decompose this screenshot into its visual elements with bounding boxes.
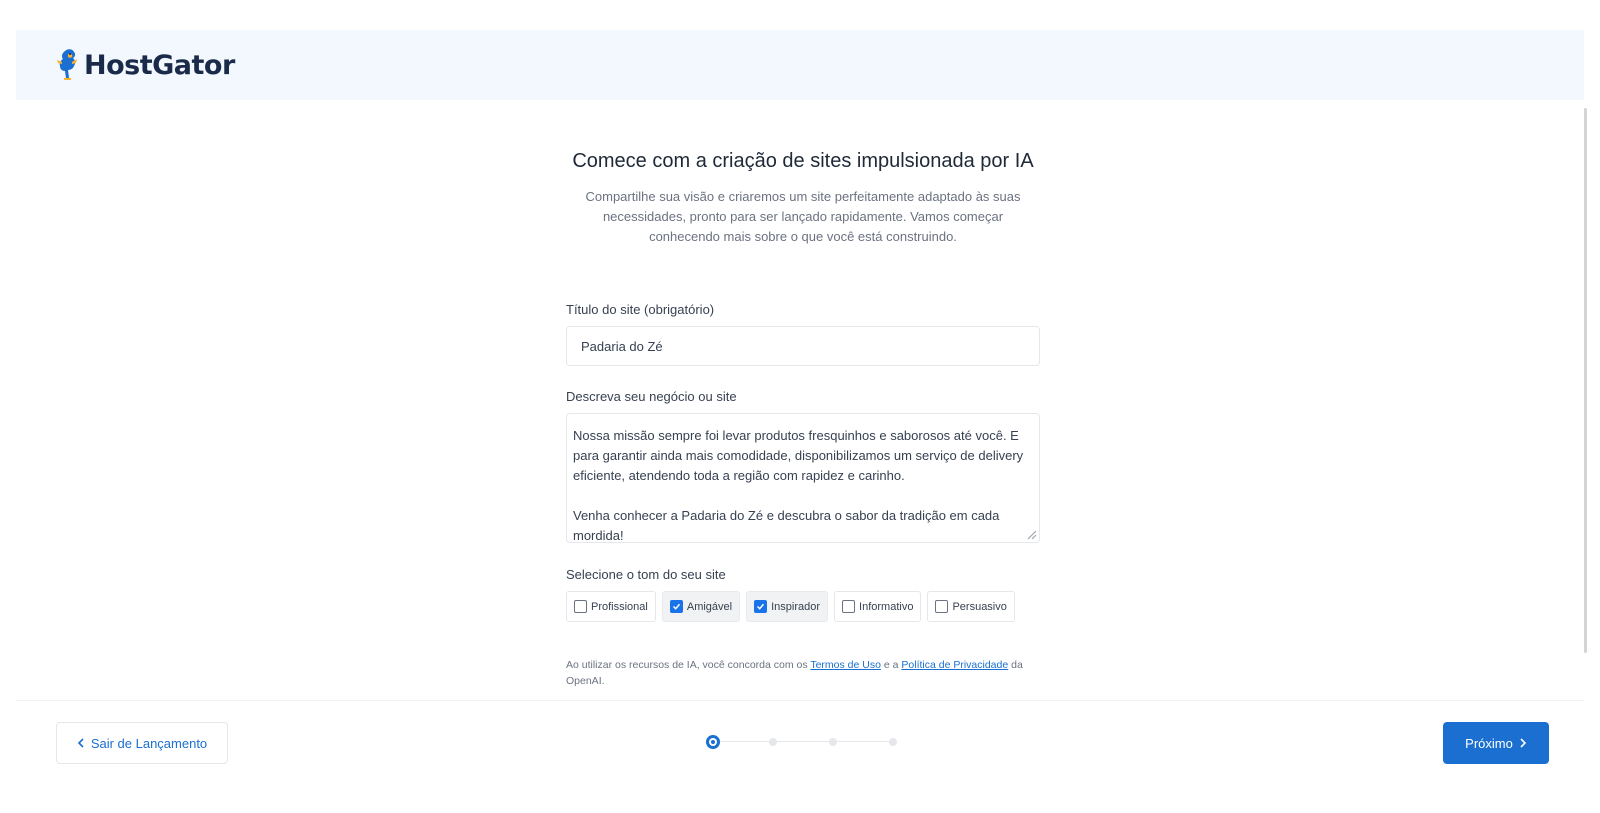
terms-of-use-link[interactable]: Termos de Uso xyxy=(810,659,881,671)
tone-options xyxy=(566,591,1040,622)
chevron-left-icon xyxy=(77,738,85,748)
terms-prefix: Ao utilizar os recursos de IA, você concorda com os xyxy=(566,659,811,671)
checkbox[interactable] xyxy=(574,600,587,613)
app-header xyxy=(16,30,1584,100)
description-label: Descreva seu negócio ou site xyxy=(566,389,737,404)
tone-option-label: Inspirador xyxy=(771,600,821,613)
description-text: Nossa missão sempre foi levar produtos fresquinhos e saborosos até você. E para garantir ainda mais comodidade, disponibilizamos um serviço de delivery eficiente, atendendo toda a região com rapidez e carinho. Venha conhecer a Padaria do Zé e descubra o sabor da tradição em cada mordida! xyxy=(573,428,1024,543)
main-content xyxy=(566,150,1040,687)
resize-handle-icon[interactable] xyxy=(1025,528,1037,540)
tone-option-persuasivo[interactable] xyxy=(927,591,1014,622)
exit-launch-label: Sair de Lançamento xyxy=(90,735,208,751)
tone-option-label: Persuasivo xyxy=(952,600,1007,613)
checkbox[interactable] xyxy=(935,600,948,613)
tone-option-amigavel[interactable] xyxy=(662,591,740,622)
step-1-indicator xyxy=(706,735,720,749)
privacy-policy-link[interactable]: Política de Privacidade xyxy=(901,659,1009,671)
hostgator-logo[interactable] xyxy=(54,48,235,82)
tone-label: Selecione o tom do seu site xyxy=(566,567,726,582)
checkmark-icon xyxy=(756,602,765,611)
terms-notice xyxy=(566,657,1040,689)
tone-field xyxy=(566,567,1040,622)
checkbox[interactable] xyxy=(670,600,683,613)
description-textarea[interactable] xyxy=(566,413,1040,543)
chevron-right-icon xyxy=(1519,738,1527,748)
checkbox[interactable] xyxy=(842,600,855,613)
next-button[interactable] xyxy=(1443,722,1549,764)
site-title-label: Título do site (obrigatório) xyxy=(566,302,715,317)
terms-middle: e a xyxy=(880,659,902,671)
gator-mascot-icon xyxy=(54,48,80,82)
terms-suffix: da OpenAI. xyxy=(566,659,1023,687)
tone-option-inspirador[interactable] xyxy=(746,591,828,622)
exit-launch-button[interactable] xyxy=(56,722,228,764)
next-label: Próximo xyxy=(1465,735,1513,751)
page-subtitle: Compartilhe sua visão e criaremos um site perfeitamente adaptado às suas necessidades, pronto para ser lançado rapidamente. Vamos começar conhecendo mais sobre o que você está construindo. xyxy=(585,189,1021,244)
tone-option-label: Informativo xyxy=(859,600,914,613)
tone-option-label: Amigável xyxy=(686,600,733,613)
brand-name: HostGator xyxy=(84,49,235,81)
description-field xyxy=(566,389,1040,543)
site-title-field xyxy=(566,302,1040,366)
step-2-indicator xyxy=(769,738,777,746)
progress-stepper xyxy=(706,735,900,749)
checkbox[interactable] xyxy=(754,600,767,613)
site-title-input[interactable] xyxy=(566,326,1040,366)
tone-option-informativo[interactable] xyxy=(834,591,921,622)
tone-option-label: Profissional xyxy=(591,600,648,613)
step-3-indicator xyxy=(829,738,837,746)
tone-option-profissional[interactable] xyxy=(566,591,656,622)
stepper-track xyxy=(713,741,896,742)
checkmark-icon xyxy=(672,602,681,611)
footer-divider xyxy=(16,700,1584,701)
page-title: Comece com a criação de sites impulsionada por IA xyxy=(572,150,1034,172)
step-4-indicator xyxy=(889,738,897,746)
scrollbar[interactable] xyxy=(1584,108,1587,653)
